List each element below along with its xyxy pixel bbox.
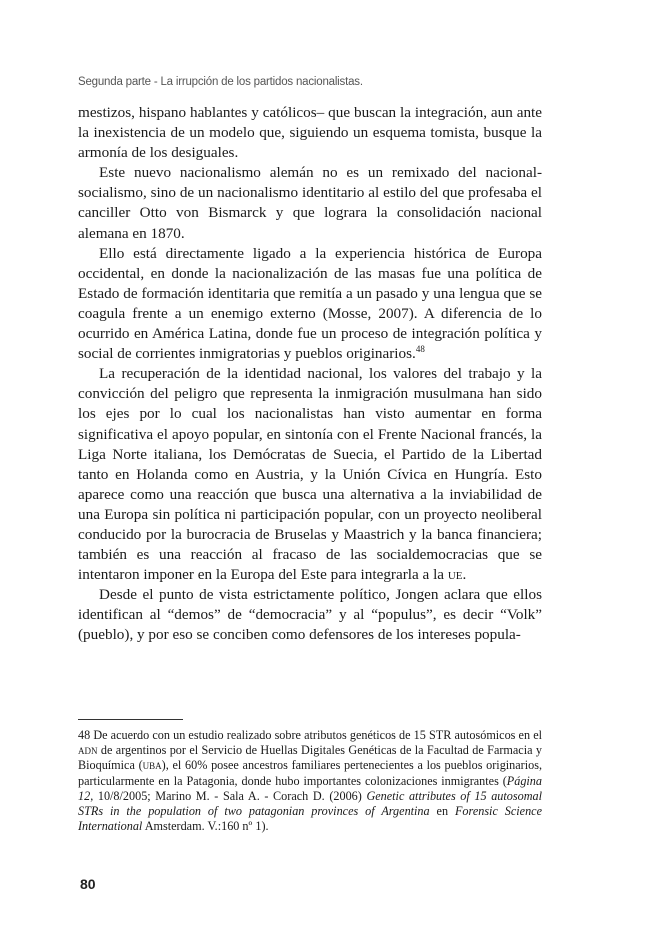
- footnote-reference[interactable]: 48: [415, 344, 425, 355]
- footnote-italic-title: Forensic Science International: [78, 804, 542, 834]
- footnote-separator: [78, 719, 183, 720]
- footnote-number: 48: [78, 728, 91, 742]
- footnote-text: en: [436, 804, 449, 819]
- footnote-italic-title: Página 12: [78, 773, 542, 803]
- paragraph-3: [78, 244, 542, 365]
- page-number: 80: [80, 876, 96, 892]
- footnote-text: De acuerdo con un estudio realizado sobre atributos genéticos de 15 STR autosómicos en el: [93, 728, 542, 742]
- body-text: [78, 103, 542, 646]
- paragraph-2: Este nuevo nacionalismo alemán no es un remixado del nacional-socialismo, sino de un nacionalismo identitario al estilo del que profesaba el canciller Otto von Bismarck y que lograra la consolidación nacional alemana en 1870.: [78, 164, 542, 242]
- abbreviation-ue: ue: [447, 566, 463, 584]
- abbreviation-uba: uba: [142, 758, 162, 773]
- footnote-48: [78, 728, 542, 834]
- footnote-text: , 10/8/2005; Marino M. - Sala A. - Corach D. (2006): [90, 788, 362, 803]
- paragraph-4-text: La recuperación de la identidad nacional, los valores del trabajo y la convicción del peligro que representa la inmigración musulmana han sido los ejes por lo cual los nacionalistas han visto aumentar en forma significativa el apoyo popular, en sintonía con el Frente Nacional francés, la Liga Norte italiana, los Demócratas de Suecia, el Partido de la Libertad tanto en Holanda como en Austria, y la Unión Cívica en Hungría. Esto aparece como una reacción que busca una alternativa a la inviabilidad de una Europa sin política ni participación popular, con un proyecto neoliberal conducido por la burocracia de Bruselas y Maastrich y la banca financiera; también es una reacción al fracaso de las socialdemocracias que se intentaron imponer en la Europa del Este para integrarla a la: [78, 365, 542, 584]
- abbreviation-adn: adn: [78, 743, 98, 758]
- running-header: Segunda parte - La irrupción de los partidos nacionalistas.: [78, 76, 363, 88]
- paragraph-4: [78, 364, 542, 585]
- footnote-text: de argentinos por el Servicio de Huellas Digitales Genéticas de la Facultad de Farmacia y Bioquímica (: [78, 743, 542, 773]
- footnote-text: ), el 60% posee ancestros familiares pertenecientes a los pueblos originarios, particularmente en la Patagonia, donde hubo importantes colonizaciones inmigrantes (: [78, 758, 542, 788]
- paragraph-3-text: Ello está directamente ligado a la experiencia histórica de Europa occidental, en donde la nacionalización de las masas fue una política de Estado de formación identitaria que remitía a un pasado y una lengua que se coagula frente a un enemigo externo (Mosse, 2007). A diferencia de lo ocurrido en América Latina, donde fue un proceso de integración política y social de corrientes inmigratorias y pueblos originarios.: [78, 244, 542, 363]
- paragraph-4-end: .: [462, 566, 467, 584]
- footnote-italic-title: Genetic attributes of 15 autosomal STRs in the population of two patagonian provinces of Argentina: [78, 788, 543, 819]
- footnote-text: Amsterdam. V.:160 nº 1).: [144, 819, 269, 834]
- paragraph-5: Desde el punto de vista estrictamente político, Jongen aclara que ellos identifican al “demos” de “democracia” y al “populus”, es decir “Volk” (pueblo), y por eso se conciben como defensores de los intereses popula-: [78, 586, 542, 644]
- paragraph-1: mestizos, hispano hablantes y católicos– que buscan la integración, aun ante la inexistencia de un modelo que, siguiendo un esquema tomista, busque la armonía de los desiguales.: [78, 104, 542, 162]
